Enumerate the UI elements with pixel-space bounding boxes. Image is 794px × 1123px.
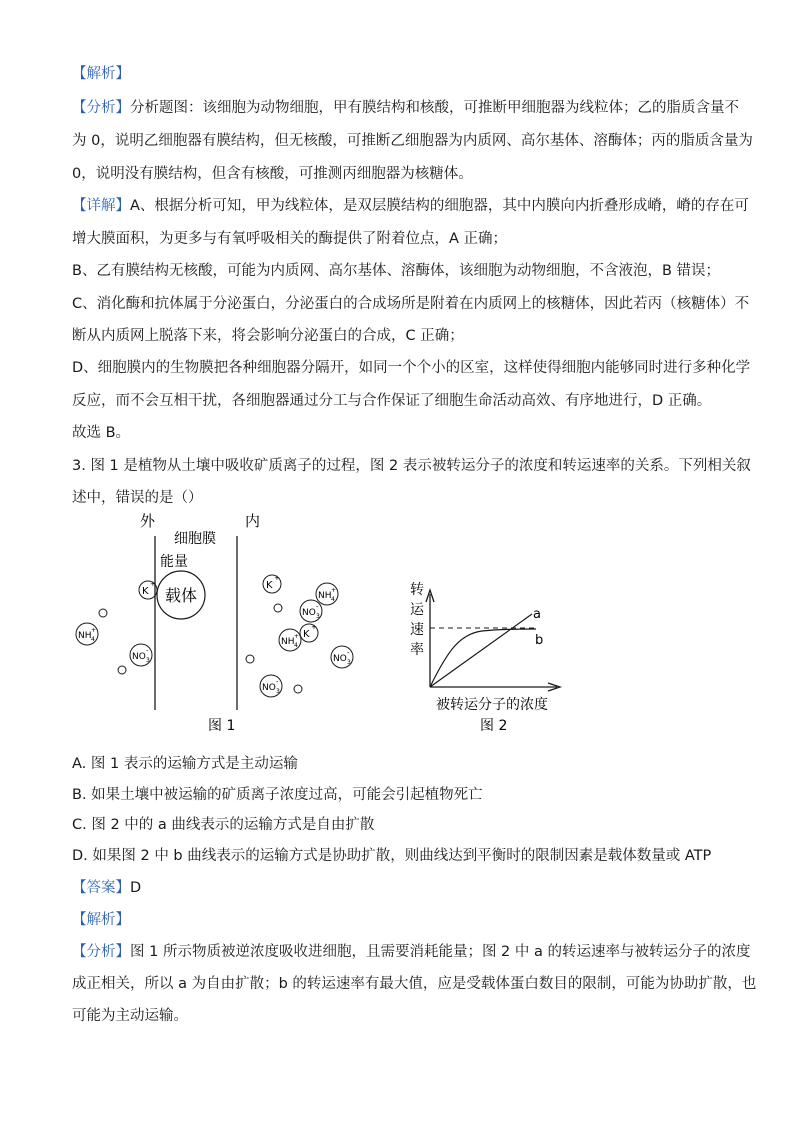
ion-dot xyxy=(274,604,282,612)
ion-dot xyxy=(246,655,254,663)
svg-text:+: + xyxy=(331,587,337,594)
option-c: C. 图 2 中的 a 曲线表示的运输方式是自由扩散 xyxy=(72,817,375,833)
question-stem: 3. 图 1 是植物从土壤中吸收矿质离子的过程，图 2 表示被转运分子的浓度和转运速率的关系。下列相关叙 xyxy=(72,458,751,474)
svg-text:NO: NO xyxy=(302,608,316,618)
svg-text:K: K xyxy=(303,629,310,640)
detail-line: 断从内质网上脱落下来，将会影响分泌蛋白的合成，C 正确； xyxy=(72,328,464,344)
svg-text:3: 3 xyxy=(146,657,150,664)
figure-2-caption: 图 2 xyxy=(480,718,508,734)
figure-2-rate-graph xyxy=(400,578,570,738)
detail-line: 反应，而不会互相干扰，各细胞器通过分工与合作保证了细胞生命活动高效、有序地进行，D 正确。 xyxy=(72,393,712,409)
ion-dot xyxy=(294,685,302,693)
svg-text:+: + xyxy=(294,633,300,640)
option-a: A. 图 1 表示的运输方式是主动运输 xyxy=(72,756,298,772)
svg-text:4: 4 xyxy=(294,642,298,649)
ion-dot xyxy=(99,609,107,617)
membrane-label: 细胞膜 xyxy=(174,531,216,547)
svg-text:K: K xyxy=(266,580,273,591)
k-ion xyxy=(263,574,281,593)
detail-line xyxy=(72,196,749,216)
inside-label: 内 xyxy=(245,512,261,530)
xiangjie-tag: 【详解】 xyxy=(72,198,130,214)
svg-text:NH: NH xyxy=(318,591,332,601)
y-axis-label-char: 速 xyxy=(410,622,424,638)
option-b: B. 如果土壤中被运输的矿质离子浓度过高，可能会引起植物死亡 xyxy=(72,787,483,803)
k-ion xyxy=(300,623,318,642)
detail-line: 增大膜面积，为更多与有氧呼吸相关的酶提供了附着位点，A 正确； xyxy=(72,231,508,247)
nh4-ion xyxy=(76,623,98,645)
fenxi-tag: 【分析】 xyxy=(72,100,130,116)
no3-ion xyxy=(260,675,282,697)
svg-text:+: + xyxy=(311,623,317,631)
option-d: D. 如果图 2 中 b 曲线表示的运输方式是协助扩散，则曲线达到平衡时的限制因素是载体数量或 ATP xyxy=(72,848,712,864)
no3-ion xyxy=(331,646,353,668)
curve-a xyxy=(430,614,532,687)
svg-text:4: 4 xyxy=(331,596,335,603)
svg-text:K: K xyxy=(142,586,149,597)
y-axis-label-char: 率 xyxy=(410,642,424,658)
analysis-line: 成正相关，所以 a 为自由扩散；b 的转运速率有最大值，应是受载体蛋白数目的限制，可能为协助扩散，也 xyxy=(72,976,757,992)
nh4-ion xyxy=(279,629,301,651)
energy-label: 能量 xyxy=(160,554,188,570)
no3-ion xyxy=(130,644,152,666)
svg-text:+: + xyxy=(150,580,156,588)
y-axis-label-char: 运 xyxy=(410,602,424,618)
svg-text:NO: NO xyxy=(333,654,347,664)
figure-1-membrane-diagram xyxy=(70,508,390,738)
analysis-text: 分析题图：该细胞为动物细胞，甲有膜结构和核酸，可推断甲细胞器为线粒体；乙的脂质含量不 xyxy=(130,100,739,116)
svg-text:-: - xyxy=(347,649,350,657)
analysis-line xyxy=(72,942,751,962)
svg-text:-: - xyxy=(276,678,279,686)
svg-text:NH: NH xyxy=(281,637,295,647)
no3-ion xyxy=(300,600,322,622)
svg-text:-: - xyxy=(146,647,149,655)
conclusion-line: 故选 B。 xyxy=(72,425,131,441)
curve-b-label: b xyxy=(535,633,544,648)
ion-dot xyxy=(118,666,126,674)
jiexi-heading: 【解析】 xyxy=(72,912,130,928)
detail-line: C、消化酶和抗体属于分泌蛋白，分泌蛋白的合成场所是附着在内质网上的核糖体，因此若丙（核糖体）不 xyxy=(72,296,750,312)
svg-text:NO: NO xyxy=(132,652,146,662)
analysis-text: 图 1 所示物质被逆浓度吸收进细胞，且需要消耗能量；图 2 中 a 的转运速率与被转运分子的浓度 xyxy=(130,944,751,960)
svg-text:NO: NO xyxy=(262,683,276,693)
answer-value: D xyxy=(130,880,142,896)
curve-b xyxy=(430,629,536,687)
svg-text:3: 3 xyxy=(276,688,280,695)
detail-line: D、细胞膜内的生物膜把各种细胞器分隔开，如同一个个小的区室，这样使得细胞内能够同时进行多种化学 xyxy=(72,360,751,376)
outside-label: 外 xyxy=(140,512,156,530)
svg-text:+: + xyxy=(91,627,97,634)
svg-text:4: 4 xyxy=(91,636,95,643)
analysis-line: 可能为主动运输。 xyxy=(72,1008,188,1024)
y-axis-label-char: 转 xyxy=(410,582,424,598)
jiexi-heading: 【解析】 xyxy=(72,66,130,82)
analysis-line xyxy=(72,98,739,118)
fenxi-tag: 【分析】 xyxy=(72,944,130,960)
svg-text:NH: NH xyxy=(78,631,92,641)
detail-text: A、根据分析可知，甲为线粒体，是双层膜结构的细胞器，其中内膜向内折叠形成嵴，嵴的存在可 xyxy=(130,198,749,214)
svg-text:-: - xyxy=(316,603,319,611)
figure-1-caption: 图 1 xyxy=(208,718,236,734)
analysis-line: 0，说明没有膜结构，但含有核酸，可推测丙细胞器为核糖体。 xyxy=(72,166,473,182)
carrier-label: 载体 xyxy=(165,586,198,605)
svg-text:3: 3 xyxy=(347,659,351,666)
svg-text:3: 3 xyxy=(316,613,320,620)
k-ion xyxy=(139,580,157,599)
nh4-ion xyxy=(316,583,338,605)
curve-a-label: a xyxy=(533,607,541,622)
analysis-line: 为 0，说明乙细胞器有膜结构，但无核酸，可推断乙细胞器为内质网、高尔基体、溶酶体；丙的脂质含量为 xyxy=(72,133,753,149)
answer-tag: 【答案】 xyxy=(72,880,130,896)
svg-text:+: + xyxy=(274,574,280,582)
question-stem: 述中，错误的是（） xyxy=(72,490,203,506)
detail-line: B、乙有膜结构无核酸，可能为内质网、高尔基体、溶酶体，该细胞为动物细胞，不含液泡，B 错误； xyxy=(72,263,721,279)
x-axis-label: 被转运分子的浓度 xyxy=(436,697,548,713)
answer-line xyxy=(72,878,728,898)
